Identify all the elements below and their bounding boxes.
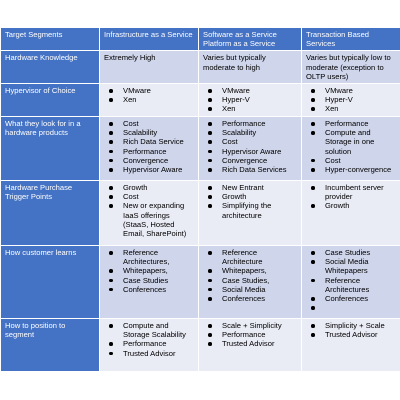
row-label-hypervisor-of-choice: Hypervisor of Choice xyxy=(1,84,100,117)
cell-hardware-knowledge-transaction-based xyxy=(302,51,400,84)
bullet-list xyxy=(306,86,397,114)
bullet-item: Rich Data Service xyxy=(123,137,195,146)
bullet-item: Simplifying the architecture xyxy=(222,201,298,219)
bullet-item: Trusted Advisor xyxy=(325,330,397,339)
bullet-list xyxy=(203,248,298,303)
cell-what-they-look-for-iaas xyxy=(100,117,199,181)
cell-how-to-position-iaas xyxy=(100,319,199,372)
bullet-item: New or expanding IaaS offerings (StaaS, Hosted Email, SharePoint) xyxy=(123,201,195,238)
bullet-item: Conferences xyxy=(325,294,397,303)
bullet-item: Performance xyxy=(123,147,195,156)
row-label-what-they-look-for: What they look for in a hardware products xyxy=(1,117,100,181)
table-row-hardware-knowledge xyxy=(1,51,400,84)
row-label-how-to-position: How to position to segment xyxy=(1,319,100,372)
cell-how-customer-learns-iaas xyxy=(100,246,199,319)
bullet-item: Cost xyxy=(325,156,397,165)
bullet-item: Hyper-V xyxy=(325,95,397,104)
bullet-list xyxy=(104,86,195,104)
header-cell-target-segments: Target Segments xyxy=(1,28,100,51)
bullet-item: Xen xyxy=(123,95,195,104)
bullet-item: Trusted Advisor xyxy=(123,349,195,358)
bullet-list xyxy=(203,183,298,220)
header-cell-iaas: Infrastructure as a Service xyxy=(100,28,199,51)
bullet-item: Simplicity + Scale xyxy=(325,321,397,330)
bullet-item: Trusted Advisor xyxy=(222,339,298,348)
comparison-table-container xyxy=(0,27,400,372)
cell-how-to-position-saas-paas xyxy=(199,319,302,372)
bullet-item: Scalability xyxy=(222,128,298,137)
bullet-item: Case Studies xyxy=(123,276,195,285)
bullet-list xyxy=(203,119,298,174)
cell-hypervisor-of-choice-transaction-based xyxy=(302,84,400,117)
bullet-item: Incumbent server provider xyxy=(325,183,397,201)
bullet-item: New Entrant xyxy=(222,183,298,192)
bullet-list xyxy=(104,321,195,358)
bullet-item: Convergence xyxy=(222,156,298,165)
bullet-list xyxy=(203,86,298,114)
cell-what-they-look-for-saas-paas xyxy=(199,117,302,181)
cell-text: Extremely High xyxy=(104,53,156,63)
table-row-how-customer-learns xyxy=(1,246,400,319)
cell-what-they-look-for-transaction-based xyxy=(302,117,400,181)
row-label-purchase-trigger-points: Hardware Purchase Trigger Points xyxy=(1,181,100,246)
table-body xyxy=(1,51,400,372)
bullet-item: Xen xyxy=(222,104,298,113)
bullet-item: Case Studies, xyxy=(222,276,298,285)
cell-purchase-trigger-points-saas-paas xyxy=(199,181,302,246)
bullet-item: Conferences xyxy=(222,294,298,303)
cell-text: Varies but typically moderate to high xyxy=(203,53,266,72)
bullet-list xyxy=(306,119,397,174)
cell-hardware-knowledge-saas-paas xyxy=(199,51,302,84)
cell-hardware-knowledge-iaas xyxy=(100,51,199,84)
header-row xyxy=(1,28,400,51)
bullet-item: Growth xyxy=(222,192,298,201)
bullet-item xyxy=(325,303,397,312)
bullet-item: VMware xyxy=(325,86,397,95)
bullet-item: VMware xyxy=(222,86,298,95)
bullet-item: Performance xyxy=(222,330,298,339)
bullet-item: Case Studies xyxy=(325,248,397,257)
bullet-item: Hypervisor Aware xyxy=(123,165,195,174)
bullet-item: Conferences xyxy=(123,285,195,294)
bullet-list xyxy=(104,119,195,174)
header-cell-saas-paas: Software as a Service Platform as a Service xyxy=(199,28,302,51)
bullet-item: Performance xyxy=(222,119,298,128)
bullet-item: Rich Data Services xyxy=(222,165,298,174)
row-label-hardware-knowledge: Hardware Knowledge xyxy=(1,51,100,84)
cell-how-customer-learns-transaction-based xyxy=(302,246,400,319)
table-header xyxy=(1,28,400,51)
bullet-list xyxy=(104,183,195,238)
table-row-purchase-trigger-points xyxy=(1,181,400,246)
table-row-hypervisor-of-choice xyxy=(1,84,400,117)
bullet-item: Hyper-convergence xyxy=(325,165,397,174)
header-cell-transaction-based: Transaction Based Services xyxy=(302,28,400,51)
bullet-item: Social Media xyxy=(222,285,298,294)
bullet-item: Reference Architecture xyxy=(222,248,298,266)
segment-comparison-table xyxy=(0,27,400,372)
bullet-item: Whitepapers, xyxy=(123,266,195,275)
bullet-item: Whitepapers, xyxy=(222,266,298,275)
bullet-item: Hyper-V xyxy=(222,95,298,104)
cell-purchase-trigger-points-iaas xyxy=(100,181,199,246)
bullet-item: Growth xyxy=(123,183,195,192)
bullet-item: Scale + Simplicity xyxy=(222,321,298,330)
bullet-item: Compute and Storage Scalability xyxy=(123,321,195,339)
bullet-item: Reference Architectures, xyxy=(123,248,195,266)
bullet-list xyxy=(203,321,298,349)
bullet-item: Performance xyxy=(123,339,195,348)
bullet-item: Cost xyxy=(123,192,195,201)
bullet-list xyxy=(306,183,397,211)
cell-hypervisor-of-choice-iaas xyxy=(100,84,199,117)
cell-purchase-trigger-points-transaction-based xyxy=(302,181,400,246)
bullet-item: Social Media Whitepapers xyxy=(325,257,397,275)
bullet-item: Performance xyxy=(325,119,397,128)
cell-how-to-position-transaction-based xyxy=(302,319,400,372)
bullet-item: Cost xyxy=(222,137,298,146)
bullet-item: Compute and Storage in one solution xyxy=(325,128,397,156)
row-label-how-customer-learns: How customer learns xyxy=(1,246,100,319)
bullet-list xyxy=(306,248,397,312)
bullet-item: Growth xyxy=(325,201,397,210)
bullet-list xyxy=(104,248,195,294)
cell-hypervisor-of-choice-saas-paas xyxy=(199,84,302,117)
bullet-list xyxy=(306,321,397,339)
bullet-item: Xen xyxy=(325,104,397,113)
bullet-item: Scalability xyxy=(123,128,195,137)
bullet-item: VMware xyxy=(123,86,195,95)
table-row-what-they-look-for xyxy=(1,117,400,181)
bullet-item: Convergence xyxy=(123,156,195,165)
cell-text: Varies but typically low to moderate (exception to OLTP users) xyxy=(306,53,391,81)
bullet-item: Reference Architectures xyxy=(325,276,397,294)
bullet-item: Cost xyxy=(123,119,195,128)
table-row-how-to-position xyxy=(1,319,400,372)
cell-how-customer-learns-saas-paas xyxy=(199,246,302,319)
bullet-item: Hypervisor Aware xyxy=(222,147,298,156)
